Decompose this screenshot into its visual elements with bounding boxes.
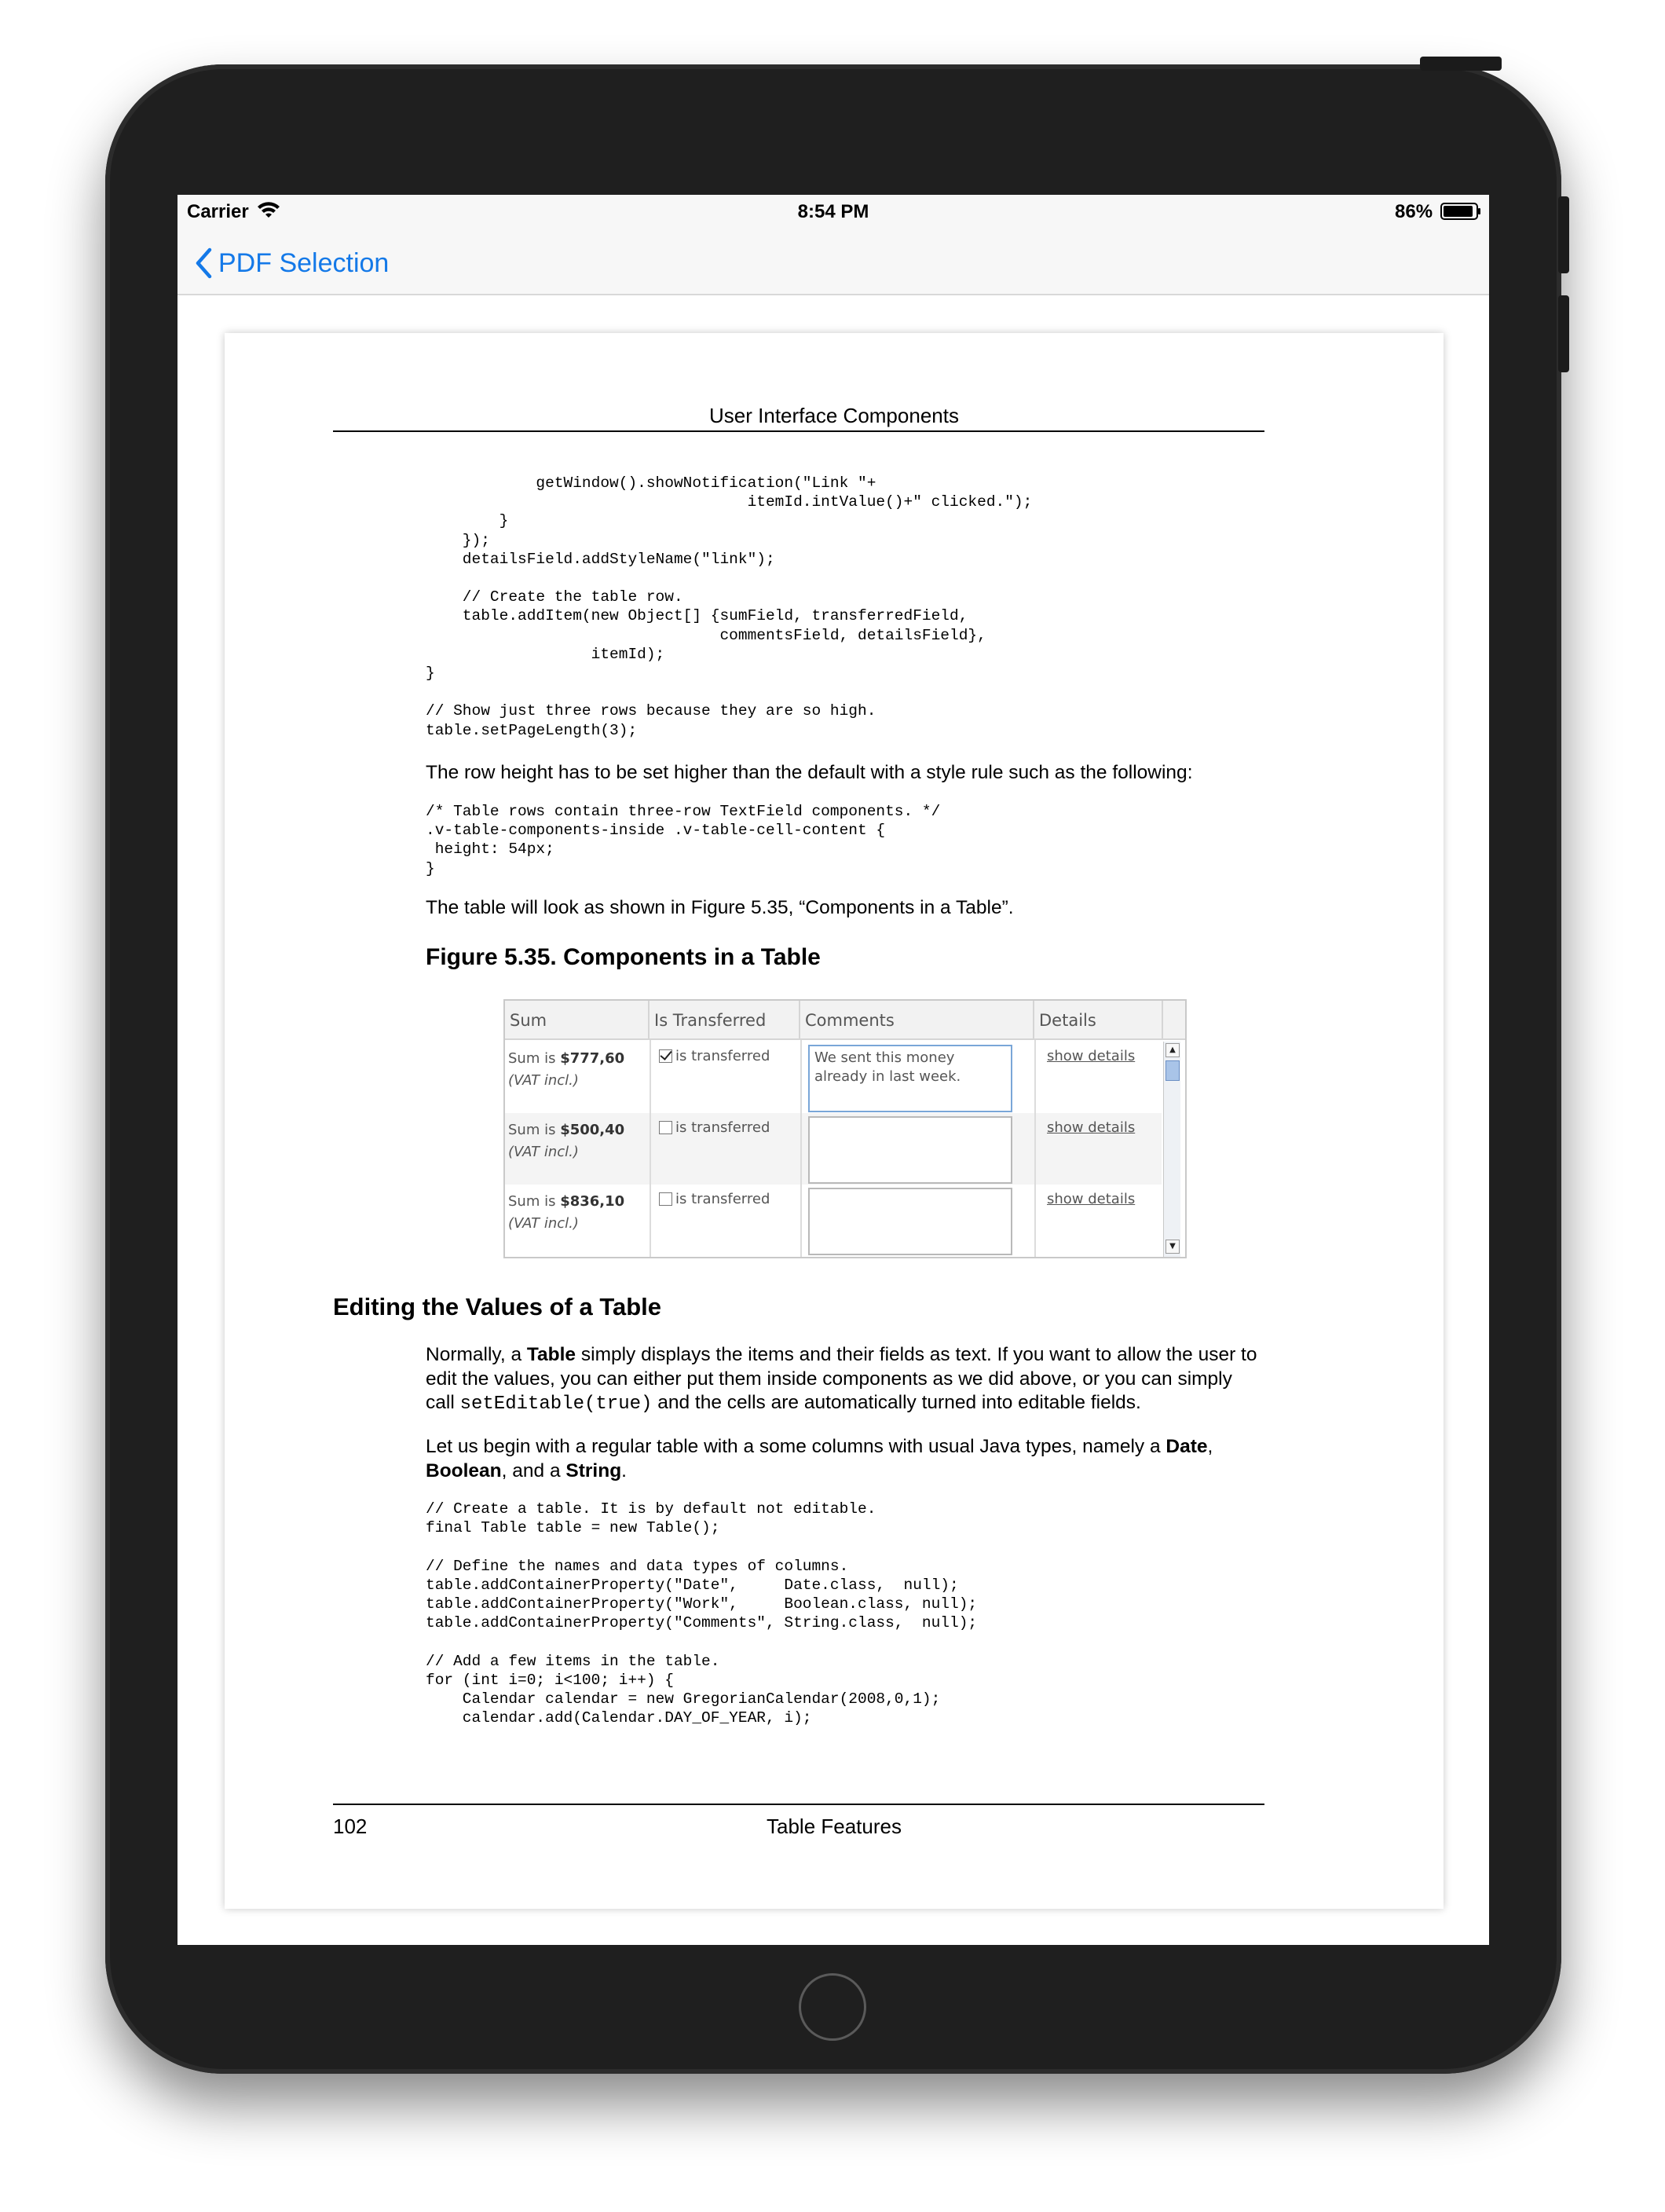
scroll-up-icon: ▲ (1166, 1043, 1180, 1057)
navigation-bar (177, 229, 1489, 295)
battery-icon (1440, 203, 1481, 220)
volume-up-button (1558, 196, 1569, 273)
chevron-left-icon (195, 247, 212, 279)
back-button-label: PDF Selection (218, 247, 390, 278)
show-details-link: show details (1047, 1119, 1136, 1136)
code-block-1: getWindow().showNotification("Link "+ itemId.intValue()+" clicked."); } }); detailsField.addStyleName("link"); // Create the table row. table.addItem(new Object[] {sumField, transferredField, commentsField, detailsField}, itemId); } // Show just three rows because they are so high. table.setPageLength(3); (426, 474, 1033, 739)
transferred-checkbox: is transferred (659, 1119, 770, 1136)
column-divider (650, 1040, 651, 1257)
pdf-viewer[interactable] (177, 295, 1489, 1945)
code-block-3: // Create a table. It is by default not editable. final Table table = new Table(); // Define the names and data types of columns. table.addContainerProperty("Date", Date.class, null); table.addContainerProperty("Work", Boolean.class, null); table.addContainerProperty("Comments", String.class, null); // Add a few items in the table. for (int i=0; i<100; i++) { Calendar calendar = new GregorianCalendar(2008,0,1); calendar.add(Calendar.DAY_OF_YEAR, i); (426, 1500, 978, 1727)
column-header-details: Details (1034, 1001, 1163, 1040)
figure-title: Figure 5.35. Components in a Table (426, 944, 821, 970)
clock: 8:54 PM (797, 201, 869, 222)
running-head: User Interface Components (709, 404, 959, 427)
pdf-page (225, 333, 1444, 1909)
scroll-down-icon: ▼ (1166, 1240, 1180, 1254)
column-divider (800, 1040, 802, 1257)
footer-rule (333, 1804, 1264, 1805)
power-button (1420, 57, 1502, 71)
transferred-checkbox: is transferred (659, 1048, 770, 1064)
section-title: Editing the Values of a Table (333, 1293, 662, 1320)
back-button[interactable] (195, 244, 389, 283)
page-number: 102 (333, 1815, 368, 1838)
paragraph-columns: Let us begin with a regular table with a some columns with usual Java types, namely a Date, Boolean, and a String. (426, 1436, 1213, 1481)
table-row (505, 1113, 1162, 1185)
comments-field (808, 1188, 1012, 1255)
paragraph-editing: Normally, a Table simply displays the items and their fields as text. If you want to allow the user to edit the values, you can either put them inside components as we did above, or you can simply call setEditable(true) and the cells are automatically turned into editable fields. (426, 1344, 1257, 1415)
comments-field: We sent this money already in last week. (808, 1045, 1012, 1112)
table-row (505, 1185, 1162, 1256)
sum-cell: Sum is $777,60 (VAT incl.) (508, 1050, 625, 1089)
footer-title: Table Features (767, 1815, 902, 1838)
show-details-link: show details (1047, 1048, 1136, 1064)
checkbox-unchecked-icon (659, 1121, 672, 1134)
figure-table-header (505, 1001, 1185, 1040)
column-header-comments: Comments (800, 1001, 1034, 1040)
show-details-link: show details (1047, 1191, 1136, 1207)
paragraph-figure-ref: The table will look as shown in Figure 5.35, “Components in a Table”. (426, 897, 1014, 918)
checkbox-checked-icon (659, 1049, 672, 1063)
transferred-checkbox: is transferred (659, 1191, 770, 1207)
code-block-2: /* Table rows contain three-row TextField components. */ .v-table-components-inside .v-table-cell-content { height: 54px; } (426, 803, 941, 877)
home-button[interactable] (799, 1973, 866, 2041)
battery-percentage: 86% (1395, 201, 1433, 222)
column-divider (1034, 1040, 1036, 1257)
column-header-sum: Sum (505, 1001, 650, 1040)
carrier-label: Carrier (187, 201, 249, 222)
sum-cell: Sum is $836,10 (VAT incl.) (508, 1193, 625, 1232)
comments-field (808, 1116, 1012, 1184)
header-rule (333, 430, 1264, 432)
table-row (505, 1042, 1162, 1113)
figure-table-screenshot (503, 999, 1187, 1258)
scroll-thumb (1166, 1060, 1180, 1081)
column-header-transferred: Is Transferred (650, 1001, 800, 1040)
paragraph-row-height: The row height has to be set higher than the default with a style rule such as the following: (426, 762, 1193, 783)
volume-down-button (1558, 295, 1569, 372)
checkbox-unchecked-icon (659, 1192, 672, 1206)
figure-scrollbar (1163, 1042, 1180, 1257)
status-bar (177, 195, 1489, 229)
sum-cell: Sum is $500,40 (VAT incl.) (508, 1122, 625, 1160)
screen (177, 195, 1489, 1945)
